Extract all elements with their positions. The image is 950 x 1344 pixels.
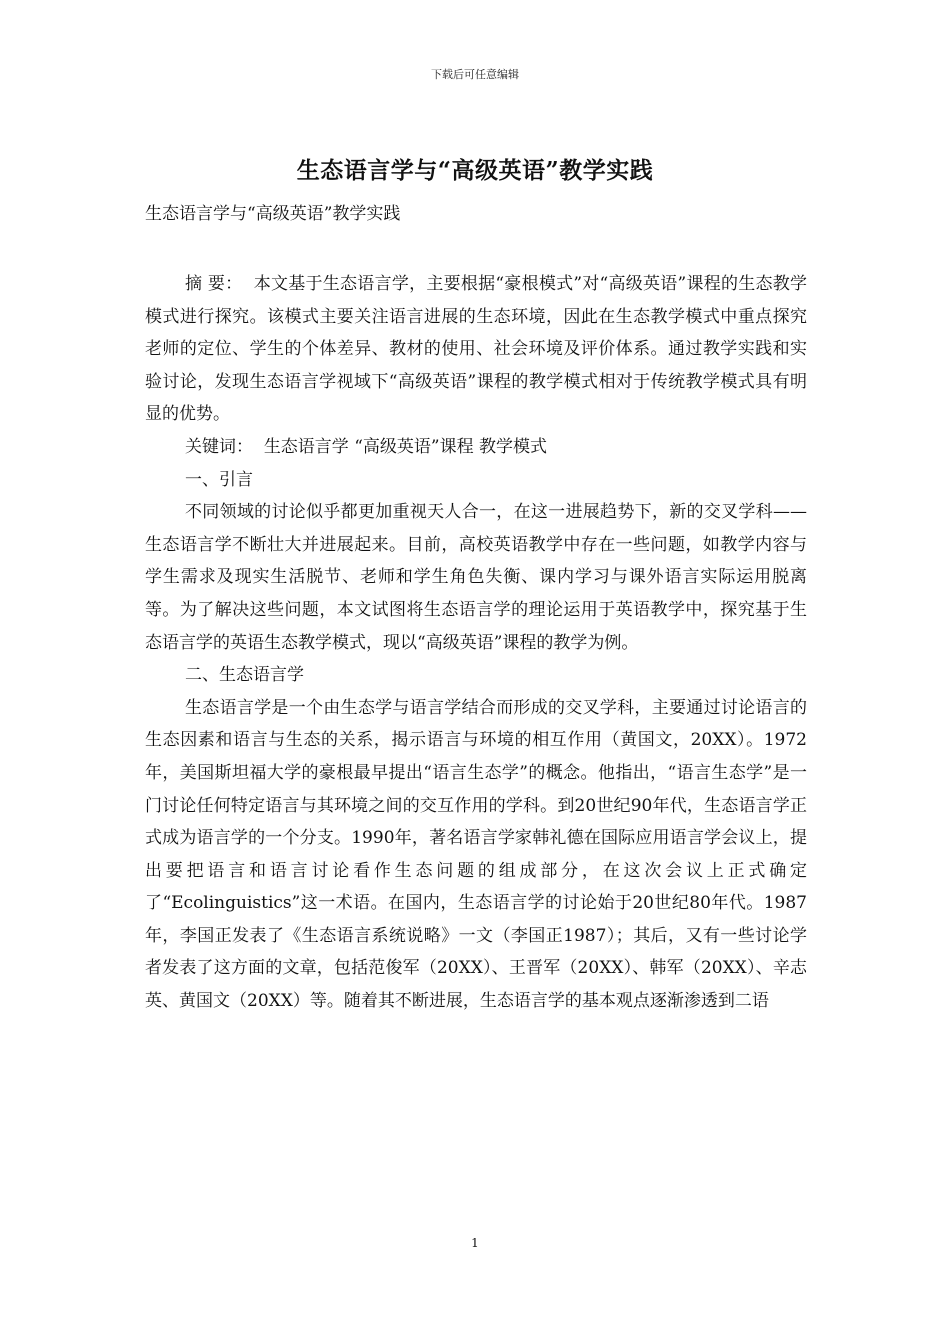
keywords-text: 生态语言学 “高级英语”课程 教学模式 xyxy=(263,436,548,457)
abstract-text: 本文基于生态语言学，主要根据“豪根模式”对“高级英语”课程的生态教学模式进行探究。该模式主要关注语言进展的生态环境，因此在生态教学模式中重点探究老师的定位、学生的个体差异、教材的使用、社会环境及评价体系。通过教学实践和实验讨论，发现生态语言学视域下“高级英语”课程的教学模式相对于传统教学模式具有明显的优势。 xyxy=(145,274,808,425)
page-subtitle: 生态语言学与“高级英语”教学实践 xyxy=(145,204,401,224)
page-title: 生态语言学与“高级英语”教学实践 xyxy=(296,157,654,184)
abstract-paragraph xyxy=(145,268,807,431)
document-body xyxy=(145,268,807,1018)
abstract-label: 摘 要： xyxy=(185,274,243,294)
section-heading-introduction: 一、引言 xyxy=(185,469,253,490)
introduction-paragraph: 不同领域的讨论似乎都更加重视天人合一，在这一进展趋势下，新的交叉学科——生态语言学不断壮大并进展起来。目前，高校英语教学中存在一些问题，如教学内容与学生需求及现实生活脱节、老师和学生角色失衡、课内学习与课外语言实际运用脱离等。为了解决这些问题，本文试图将生态语言学的理论运用于英语教学中，探究基于生态语言学的英语生态教学模式，现以“高级英语”课程的教学为例。 xyxy=(145,502,807,653)
header-note: 下载后可任意编辑 xyxy=(431,68,519,81)
keywords-paragraph xyxy=(145,431,807,464)
section-heading-ecolinguistics: 二、生态语言学 xyxy=(185,665,304,686)
page-number: 1 xyxy=(471,1236,479,1250)
ecolinguistics-paragraph: 生态语言学是一个由生态学与语言学结合而形成的交叉学科，主要通过讨论语言的生态因素和语言与生态的关系，揭示语言与环境的相互作用（黄国文，20XX）。1972年，美国斯坦福大学的豪根最早提出“语言生态学”的概念。他指出，“语言生态学”是一门讨论任何特定语言与其环境之间的交互作用的学科。到20世纪90年代，生态语言学正式成为语言学的一个分支。1990年，著名语言学家韩礼德在国际应用语言学会议上，提出要把语言和语言讨论看作生态问题的组成部分，在这次会议上正式确定了“Ecolinguistics”这一术语。在国内，生态语言学的讨论始于20世纪80年代。1987年，李国正发表了《生态语言系统说略》一文（李国正1987）；其后，又有一些讨论学者发表了这方面的文章，包括范俊军（20XX）、王晋军（20XX）、韩军（20XX）、辛志英、黄国文（20XX）等。随着其不断进展，生态语言学的基本观点逐渐渗透到二语 xyxy=(145,697,807,1012)
keywords-label: 关键词： xyxy=(185,436,253,457)
